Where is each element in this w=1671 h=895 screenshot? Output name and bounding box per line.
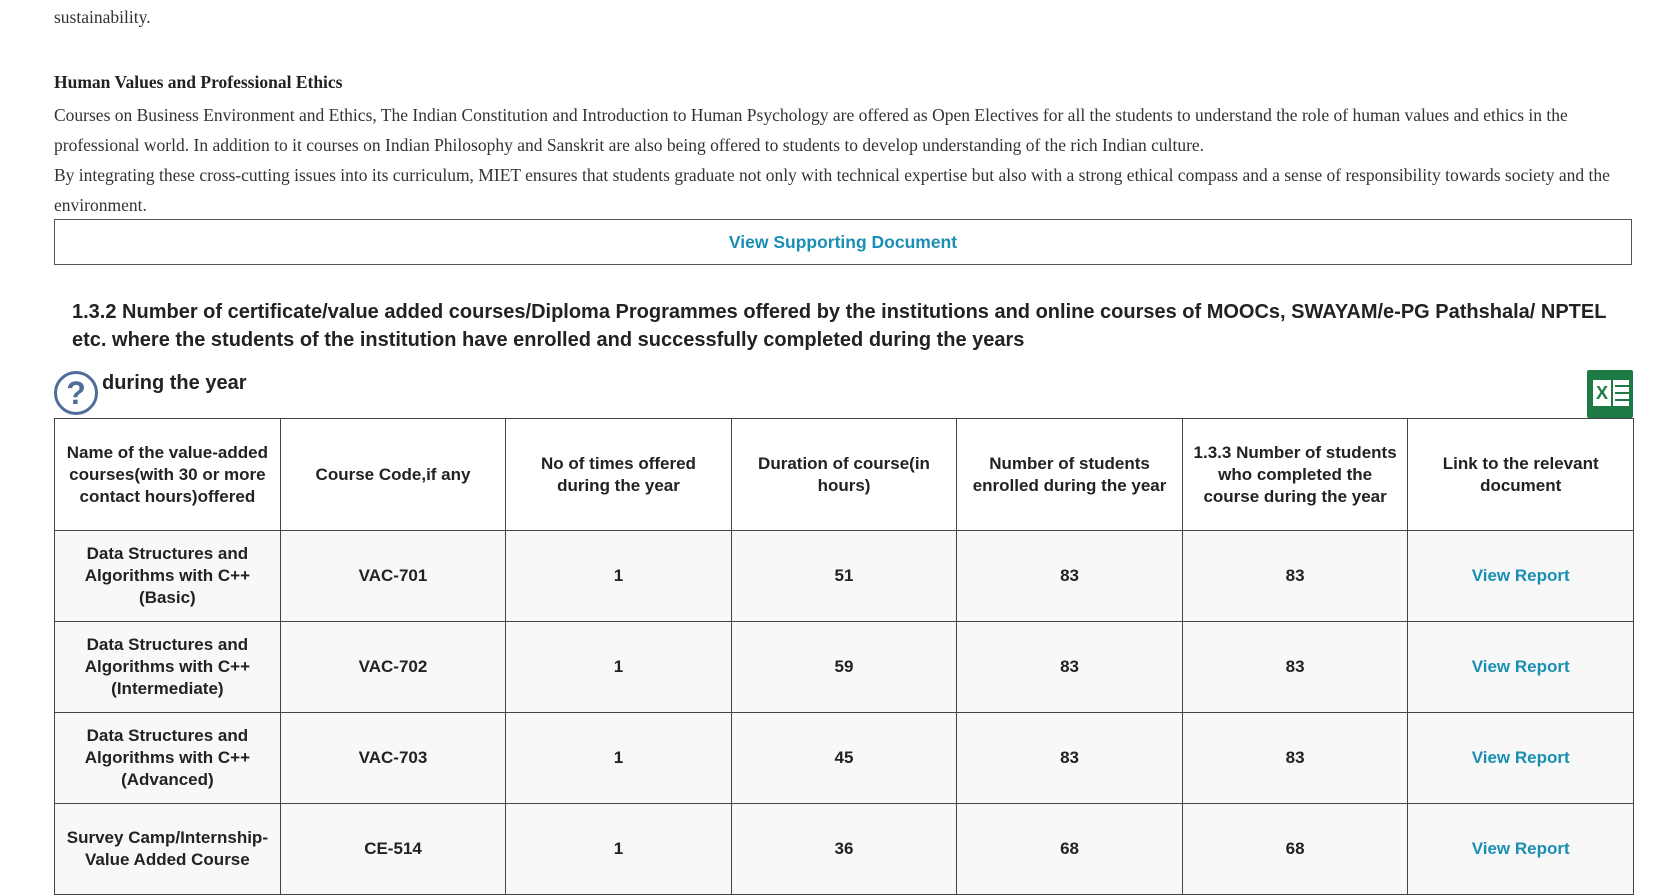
cell-document-link	[1408, 531, 1634, 622]
cell-enrolled: 83	[957, 713, 1183, 804]
table-row	[55, 622, 1634, 713]
cell-document-link	[1408, 804, 1634, 895]
ethics-heading: Human Values and Professional Ethics	[54, 72, 343, 92]
view-report-link[interactable]: View Report	[1471, 657, 1570, 676]
view-report-link[interactable]: View Report	[1471, 748, 1570, 767]
header-times-offered: No of times offered during the year	[506, 419, 731, 531]
supporting-document-box	[54, 219, 1632, 265]
header-duration: Duration of course(in hours)	[731, 419, 957, 531]
cell-completed: 83	[1182, 622, 1408, 713]
ethics-paragraphs	[54, 100, 1639, 220]
excel-grid-glyph	[1613, 380, 1629, 406]
cell-duration: 45	[731, 713, 957, 804]
excel-x-glyph: X	[1593, 380, 1611, 406]
view-report-link[interactable]: View Report	[1471, 566, 1570, 585]
cell-document-link	[1408, 713, 1634, 804]
courses-table	[54, 418, 1634, 895]
metric-heading: 1.3.2 Number of certificate/value added courses/Diploma Programmes offered by the institutions and online courses of MOOCs, SWAYAM/e-PG Pathshala/ NPTEL etc. where the students of the institution have enrolled and successfully completed during the years	[72, 301, 1607, 351]
cell-course-name: Data Structures and Algorithms with C++ (Basic)	[55, 531, 281, 622]
cell-enrolled: 83	[957, 622, 1183, 713]
cell-completed: 83	[1182, 713, 1408, 804]
cell-course-name: Data Structures and Algorithms with C++ (Advanced)	[55, 713, 281, 804]
metric-subheading: during the year	[102, 372, 247, 394]
cell-course-name: Survey Camp/Internship- Value Added Course	[55, 804, 281, 895]
cell-enrolled: 83	[957, 531, 1183, 622]
cell-course-code: CE-514	[280, 804, 505, 895]
table-row	[55, 713, 1634, 804]
cell-course-name: Data Structures and Algorithms with C++ (Intermediate)	[55, 622, 281, 713]
cell-enrolled: 68	[957, 804, 1183, 895]
header-completed: 1.3.3 Number of students who completed the course during the year	[1182, 419, 1408, 531]
cell-duration: 59	[731, 622, 957, 713]
cell-duration: 51	[731, 531, 957, 622]
cell-completed: 83	[1182, 531, 1408, 622]
cell-times-offered: 1	[506, 622, 731, 713]
intro-paragraph-tail: sustainability.	[54, 7, 151, 27]
ethics-paragraph-1: Courses on Business Environment and Ethics, The Indian Constitution and Introduction to Human Psychology are offered as Open Electives for all the students to understand the role of human values and ethics in the professional world. In addition to it courses on Indian Philosophy and Sanskrit are also being offered to students to develop understanding of the rich Indian culture.	[54, 105, 1568, 155]
cell-course-code: VAC-702	[280, 622, 505, 713]
header-course-name: Name of the value-added courses(with 30 or more contact hours)offered	[55, 419, 281, 531]
cell-duration: 36	[731, 804, 957, 895]
table-row	[55, 531, 1634, 622]
ethics-paragraph-2: By integrating these cross-cutting issues into its curriculum, MIET ensures that students graduate not only with technical expertise but also with a strong ethical compass and a sense of responsibility towards society and the environment.	[54, 165, 1610, 215]
question-circle-icon[interactable]: ?	[54, 371, 98, 415]
header-document-link: Link to the relevant document	[1408, 419, 1634, 531]
cell-times-offered: 1	[506, 531, 731, 622]
table-header-row	[55, 419, 1634, 531]
view-report-link[interactable]: View Report	[1471, 839, 1570, 858]
cell-times-offered: 1	[506, 804, 731, 895]
cell-document-link	[1408, 622, 1634, 713]
view-supporting-document-link[interactable]: View Supporting Document	[728, 231, 958, 252]
cell-completed: 68	[1182, 804, 1408, 895]
header-course-code: Course Code,if any	[280, 419, 505, 531]
cell-course-code: VAC-703	[280, 713, 505, 804]
header-enrolled: Number of students enrolled during the year	[957, 419, 1183, 531]
cell-course-code: VAC-701	[280, 531, 505, 622]
cell-times-offered: 1	[506, 713, 731, 804]
excel-icon[interactable]	[1587, 370, 1633, 418]
table-row	[55, 804, 1634, 895]
